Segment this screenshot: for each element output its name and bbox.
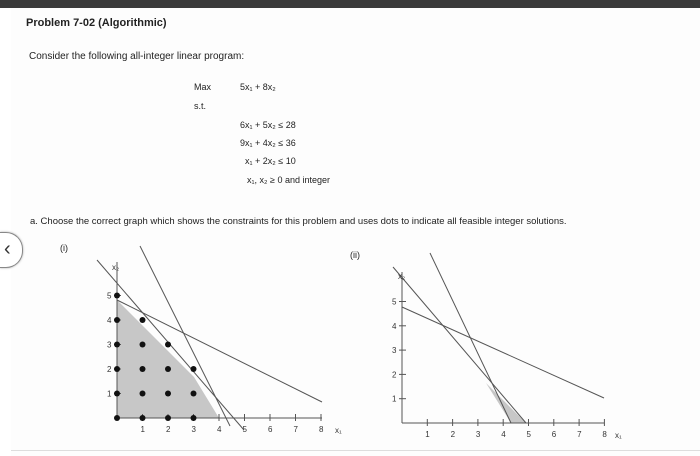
- lp-constraint-1: 6x₁ + 5x₂ ≤ 28: [240, 120, 296, 130]
- lp-constraint-2: 9x₁ + 4x₂ ≤ 36: [240, 138, 296, 148]
- problem-title: Problem 7-02 (Algorithmic): [26, 17, 167, 29]
- y-tick-label: 1: [392, 394, 397, 404]
- x-tick-label: 3: [475, 430, 481, 439]
- x-tick-label: 6: [551, 430, 557, 439]
- y-tick-label: 5: [107, 291, 112, 301]
- x-tick-label: 4: [217, 425, 222, 434]
- lp-nonnegativity: x₁, x₂ ≥ 0 and integer: [247, 175, 331, 185]
- y-tick-label: 2: [107, 365, 112, 374]
- bottom-divider: [11, 450, 700, 451]
- lp-max-label: Max: [194, 82, 212, 92]
- lp-constraint-3: x₁ + 2x₂ ≤ 10: [245, 156, 296, 166]
- x-tick-label: 4: [501, 430, 506, 439]
- option-i-label[interactable]: (i): [60, 243, 68, 253]
- x-axis-label-i: x₁: [335, 426, 342, 435]
- intro-text: Consider the following all-integer linear program:: [29, 51, 245, 62]
- y-tick-label: 4: [392, 321, 397, 331]
- y-axis-label-i: x₂: [112, 263, 120, 272]
- option-ii-label[interactable]: (ii): [350, 250, 360, 260]
- x-tick-label: 1: [425, 430, 430, 439]
- constraint-line-3-ii: [402, 307, 604, 398]
- y-tick-label: 4: [107, 316, 112, 325]
- chevron-left-icon[interactable]: ‹: [4, 238, 11, 260]
- x-tick-label: 6: [268, 425, 273, 434]
- x-tick-label: 8: [602, 430, 607, 439]
- y-tick-label: 3: [107, 340, 112, 350]
- x-tick-label: 1: [140, 425, 145, 434]
- y-axis-label-ii: x₂: [398, 272, 406, 281]
- constraint-line-1-ii: [393, 267, 526, 423]
- y-tick-label: 3: [392, 346, 397, 356]
- x-tick-label: 3: [191, 425, 196, 434]
- x-tick-label: 7: [577, 430, 582, 439]
- lp-st-label: s.t.: [194, 101, 207, 111]
- x-tick-label: 8: [319, 425, 324, 434]
- x-tick-label: 5: [242, 425, 247, 434]
- question-a: a. Choose the correct graph which shows the constraints for this problem and uses dots to indicate all feasible integer solutions.: [30, 216, 567, 227]
- y-tick-label: 2: [392, 370, 397, 380]
- x-tick-label: 2: [450, 430, 456, 439]
- x-axis-label-ii: x₁: [615, 431, 622, 440]
- lp-objective: 5x₁ + 8x₂: [240, 82, 276, 92]
- feasible-region-ii: [486, 383, 526, 423]
- x-tick-label: 5: [526, 430, 531, 439]
- x-tick-label: 7: [293, 425, 298, 434]
- x-tick-label: 2: [166, 425, 171, 434]
- y-tick-label: 1: [107, 389, 112, 399]
- y-tick-label: 5: [392, 297, 397, 307]
